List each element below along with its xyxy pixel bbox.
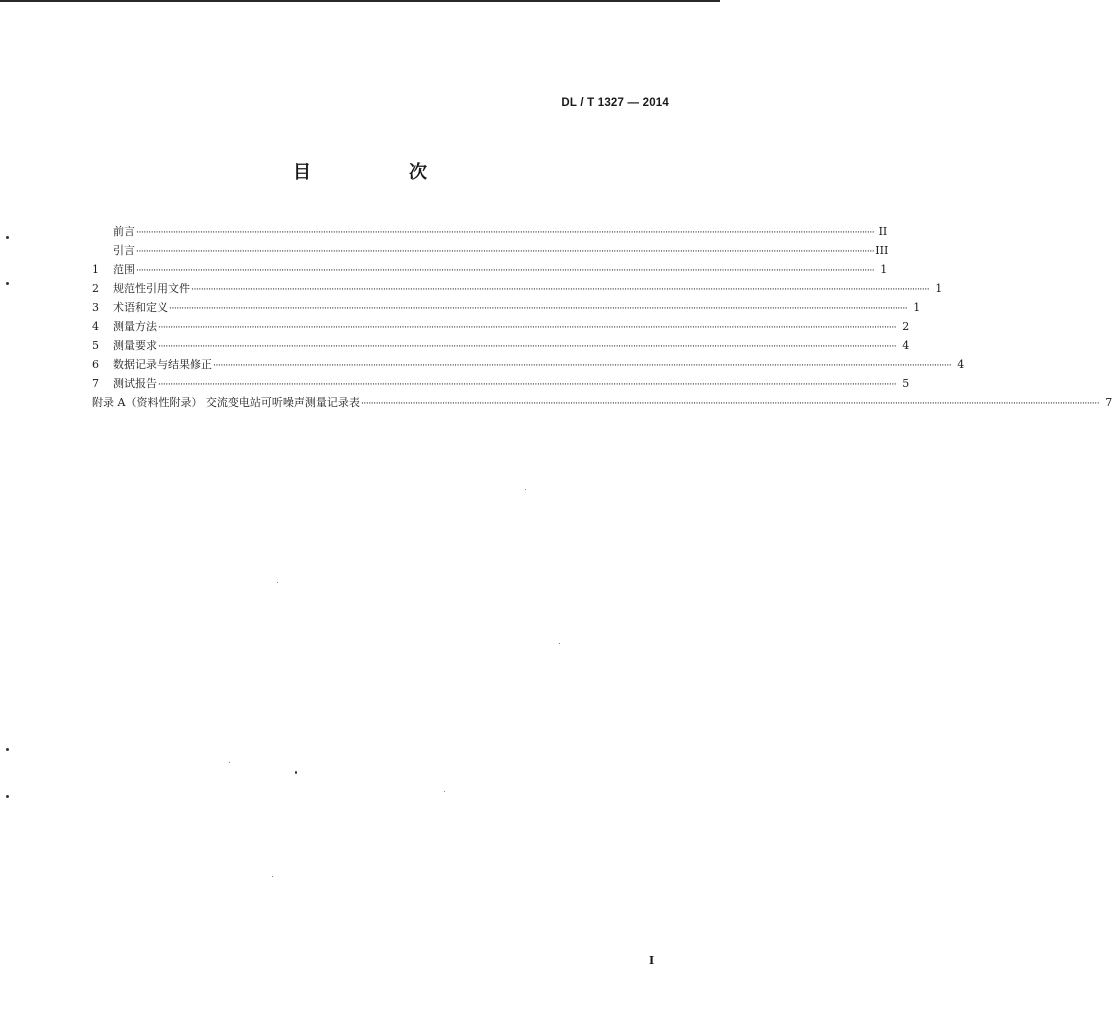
toc-leader: ············································································································································································································································································································ (158, 380, 897, 390)
toc-leader: ············································································································································································································································································································ (191, 285, 930, 295)
toc-leader: ············································································································································································································································································································ (169, 304, 908, 314)
scan-spot (6, 748, 9, 751)
toc-label: 规范性引用文件 (113, 282, 190, 295)
scan-spot (295, 771, 297, 774)
toc-number: 3 (92, 301, 99, 314)
toc-label: 引言 (113, 244, 135, 257)
toc-label: 测量方法 (113, 320, 157, 333)
toc-page: 1 (935, 282, 943, 295)
toc-page: 4 (957, 358, 965, 371)
scan-speck (277, 582, 278, 583)
scan-spot (6, 795, 9, 798)
toc-label: 测量要求 (113, 339, 157, 352)
toc-label: 测试报告 (113, 377, 157, 390)
scan-spot (6, 282, 9, 285)
toc-page: 7 (1105, 396, 1112, 409)
toc-number: 7 (92, 377, 99, 390)
toc-row-normative-references[interactable] (92, 279, 943, 298)
toc-row-data-recording[interactable] (92, 355, 965, 374)
toc-number: 2 (92, 282, 99, 295)
toc-row-terms-definitions[interactable] (92, 298, 921, 317)
toc-row-measurement-methods[interactable] (92, 317, 910, 336)
toc-label: 数据记录与结果修正 (113, 358, 212, 371)
top-rule (0, 0, 720, 2)
scan-speck (525, 489, 526, 490)
scan-speck (444, 791, 445, 792)
toc-leader: ············································································································································································································································································································ (213, 361, 952, 371)
toc-row-preface[interactable] (92, 222, 888, 241)
toc-number: 5 (92, 339, 99, 352)
toc-leader: ············································································································································································································································································································ (158, 342, 897, 352)
toc-label: 范围 (113, 263, 135, 276)
page-number: I (649, 954, 655, 967)
toc-row-scope[interactable] (92, 260, 888, 279)
toc-row-measurement-requirements[interactable] (92, 336, 910, 355)
toc-number: 6 (92, 358, 99, 371)
standard-code: DL / T 1327 — 2014 (561, 97, 669, 109)
toc-label: 前言 (113, 225, 135, 238)
toc-number: 1 (92, 263, 99, 276)
toc-row-test-report[interactable] (92, 374, 910, 393)
toc-leader: ············································································································································································································································································································ (136, 247, 875, 257)
toc-leader: ············································································································································································································································································································ (158, 323, 897, 333)
toc-number: 4 (92, 320, 99, 333)
scan-speck (272, 876, 273, 877)
toc-page: 5 (902, 377, 910, 390)
toc-leader: ············································································································································································································································································································ (360, 399, 1100, 409)
toc-label: 术语和定义 (113, 301, 168, 314)
scan-spot (6, 236, 9, 239)
scan-speck (559, 643, 560, 644)
toc-row-appendix-a[interactable] (92, 393, 1112, 412)
toc-leader: ············································································································································································································································································································ (136, 266, 875, 276)
toc-row-introduction[interactable] (92, 241, 889, 260)
table-of-contents (92, 222, 1112, 412)
toc-page: III (875, 244, 889, 257)
scan-speck (229, 762, 230, 763)
toc-page: II (878, 225, 888, 238)
toc-page: 1 (913, 301, 921, 314)
toc-page: 4 (902, 339, 910, 352)
toc-page: 2 (902, 320, 910, 333)
toc-label: 附录 A（资料性附录） 交流变电站可听噪声测量记录表 (92, 396, 360, 409)
toc-leader: ············································································································································································································································································································ (136, 228, 875, 238)
toc-page: 1 (880, 263, 888, 276)
page-title: 目 次 (293, 162, 467, 183)
